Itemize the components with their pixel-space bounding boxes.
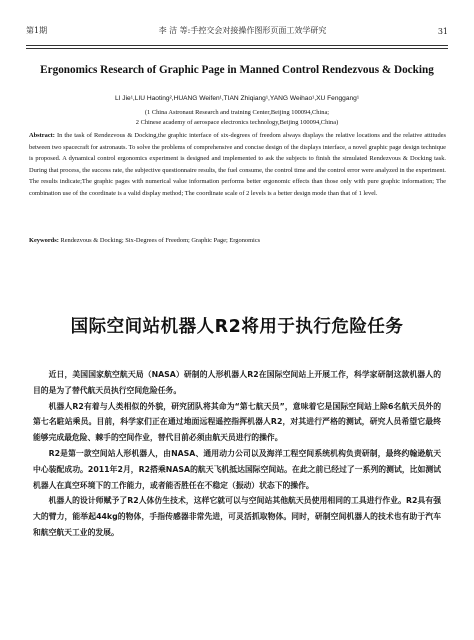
news-body [33, 367, 441, 541]
keywords-label: Keywords: [29, 237, 59, 244]
keywords [29, 237, 446, 244]
author-list: LI Jie¹,LIU Haoting²,HUANG Weifen¹,TIAN Zhiqiang¹,YANG Weihao¹,XU Fenggang¹ [114, 95, 360, 102]
header-rule [26, 45, 448, 46]
news-title: 国际空间站机器人R2将用于执行危险任务 [70, 317, 404, 337]
running-header [26, 14, 448, 36]
affiliation-2: 2 Chinese academy of aerospace electronics technology,Beijing 100094,China) [135, 119, 339, 126]
header-rule-thin [26, 48, 448, 49]
issue-number: 第1期 [26, 26, 48, 35]
abstract [29, 130, 446, 200]
news-paragraph: 近日，美国国家航空航天局（NASA）研制的人形机器人R2在国际空间站上开展工作，科学家研制这款机器人的目的是为了替代航天员执行空间危险任务。 [33, 370, 441, 395]
abstract-text: In the task of Rendezvous & Docking,the graphic interface of six-degrees of freedom always displays the relative locations and the relative attitudes between two spacecraft for astronauts. To solve the problems of comprehensive and concise design of the displays interface, a novel graphic page design technique is proposed. A dynamical control ergonomics experiment is designed and implemented to ask the subjects to finish the simulated Rendezvous & Docking task. During that process, the success rate, the subjective questionnaire results, the fuel consume, the control time and the control error were analyzed in the experiment. The results indicate;The graphic pages with numerical value information performs better ergonomic effects than those only with pure graphic information; The combination use of the coordinate is a valid display method; The coordinate scale of 2 levels is a better design mode than that of 1 level. [29, 132, 446, 197]
affiliation-1: (1 China Astronaut Research and training Center,Beijing 100094,China; [144, 109, 330, 116]
abstract-label: Abstract: [29, 132, 55, 139]
news-paragraph: R2是第一款空间站人形机器人，由NASA、通用动力公司以及海洋工程空间系统机构负责研制，最终约翰逊航天中心装配成功。2011年2月，R2搭乘NASA的航天飞机抵达国际空间站。在此之前已经过了一系列的测试，比如测试机器人在真空环境下的工作能力，或者能否胜任在不稳定（振动）状态下的操作。 [33, 448, 441, 490]
running-title: 李 洁 等:手控交会对接操作图形页面工效学研究 [158, 26, 327, 35]
keywords-text: Rendezvous & Docking; Six-Degrees of Freedom; Graphic Page; Ergonomics [60, 237, 261, 244]
news-paragraph: 机器人的设计师赋予了R2人体仿生技术，这样它就可以与空间站其他航天员使用相同的工具进行作业。R2具有强大的臂力，能举起44kg的物体，手指传感器非常先进，可灵活抓取物体。同时，研制空间机器人的技术也有助于汽车和航空航天工业的发展。 [33, 496, 441, 537]
news-paragraph: 机器人R2有着与人类相似的外貌，研究团队将其命为“第七航天员”，意味着它是国际空间站上除6名航天员外的第七名駐站乘员。目前，科学家们正在通过地面远程遥控指挥机器人R2，对其进行严格的测试，研究人员希望它最终能够完成最危险、棘手的空间作业，替代目前必须由航天员进行的操作。 [33, 401, 441, 443]
article-title: Ergonomics Research of Graphic Page in Manned Control Rendezvous & Docking [40, 64, 434, 76]
page-number: 31 [437, 27, 448, 36]
